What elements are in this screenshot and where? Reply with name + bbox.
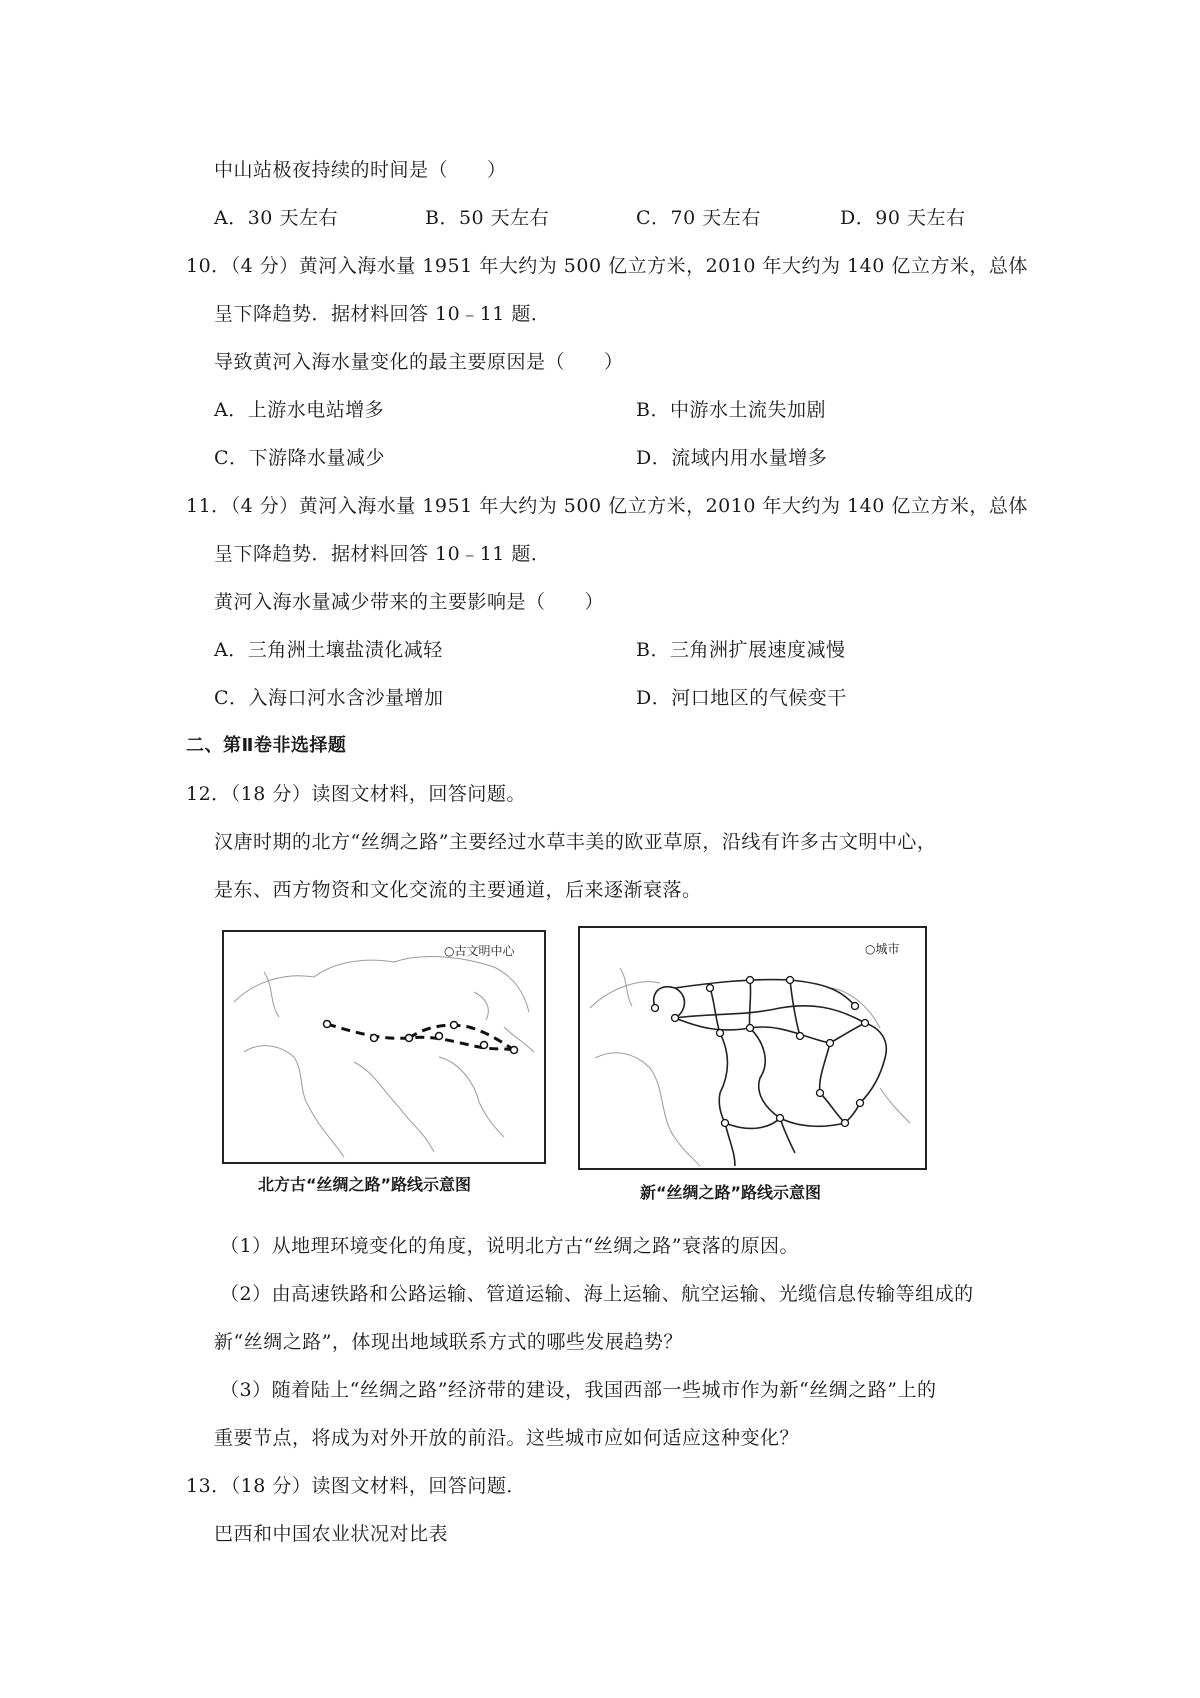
q11-option-d: D．河口地区的气候变干 [636, 687, 847, 709]
q12-sub3-line2: 重要节点，将成为对外开放的前沿。这些城市应如何适应这种变化？ [214, 1427, 800, 1449]
q9-stem: 中山站极夜持续的时间是（ ） [214, 159, 507, 181]
q12-sub1: （1）从地理环境变化的角度，说明北方古“丝绸之路”衰落的原因。 [220, 1235, 800, 1257]
q13-table-title: 巴西和中国农业状况对比表 [214, 1523, 449, 1545]
ancient-map-legend: ○古文明中心 [444, 944, 515, 958]
q10-option-b: B．中游水土流失加剧 [636, 399, 826, 421]
q11-stem: 黄河入海水量减少带来的主要影响是（ ） [214, 591, 605, 613]
q10-option-a: A．上游水电站增多 [214, 399, 385, 421]
q11-option-c: C．入海口河水含沙量增加 [214, 687, 444, 709]
ancient-silk-road-map [222, 930, 546, 1164]
new-map-legend: ○城市 [865, 942, 900, 956]
q10-option-c: C．下游降水量减少 [214, 447, 386, 469]
q10-line1: 10．（4 分）黄河入海水量 1951 年大约为 500 亿立方米，2010 年大约为 140 亿立方米，总体 [186, 255, 1028, 277]
section-title: 二、第Ⅱ卷非选择题 [186, 735, 347, 756]
q11-line2: 呈下降趋势．据材料回答 10﹣11 题． [214, 543, 551, 565]
new-map-caption: 新“丝绸之路”路线示意图 [640, 1183, 822, 1202]
q11-option-b: B．三角洲扩展速度减慢 [636, 639, 846, 661]
q13-head: 13．（18 分）读图文材料，回答问题． [186, 1475, 526, 1497]
new-silk-road-map-graphic [580, 928, 925, 1168]
q9-option-a: A．30 天左右 [214, 207, 338, 229]
q12-sub2-line1: （2）由高速铁路和公路运输、管道运输、海上运输、航空运输、光缆信息传输等组成的 [220, 1283, 974, 1305]
q10-stem: 导致黄河入海水量变化的最主要原因是（ ） [214, 351, 624, 373]
q9-option-c: C．70 天左右 [636, 207, 761, 229]
ancient-map-caption: 北方古“丝绸之路”路线示意图 [258, 1175, 472, 1194]
q11-option-a: A．三角洲土壤盐渍化减轻 [214, 639, 443, 661]
q12-para1: 汉唐时期的北方“丝绸之路”主要经过水草丰美的欧亚草原，沿线有许多古文明中心， [214, 831, 937, 853]
q11-line1: 11．（4 分）黄河入海水量 1951 年大约为 500 亿立方米，2010 年大约为 140 亿立方米，总体 [186, 495, 1028, 517]
q9-option-d: D．90 天左右 [840, 207, 966, 229]
q12-para2: 是东、西方物资和文化交流的主要通道，后来逐渐衰落。 [214, 879, 702, 901]
q12-head: 12．（18 分）读图文材料，回答问题。 [186, 783, 526, 805]
q10-line2: 呈下降趋势．据材料回答 10﹣11 题． [214, 303, 551, 325]
new-silk-road-map [578, 926, 927, 1170]
ancient-silk-road-map-graphic [224, 932, 544, 1162]
q12-sub3-line1: （3）随着陆上“丝绸之路”经济带的建设，我国西部一些城市作为新“丝绸之路”上的 [220, 1379, 937, 1401]
q10-option-d: D．流域内用水量增多 [636, 447, 828, 469]
q12-sub2-line2: 新“丝绸之路”，体现出地域联系方式的哪些发展趋势？ [214, 1331, 683, 1353]
q9-option-b: B．50 天左右 [425, 207, 550, 229]
